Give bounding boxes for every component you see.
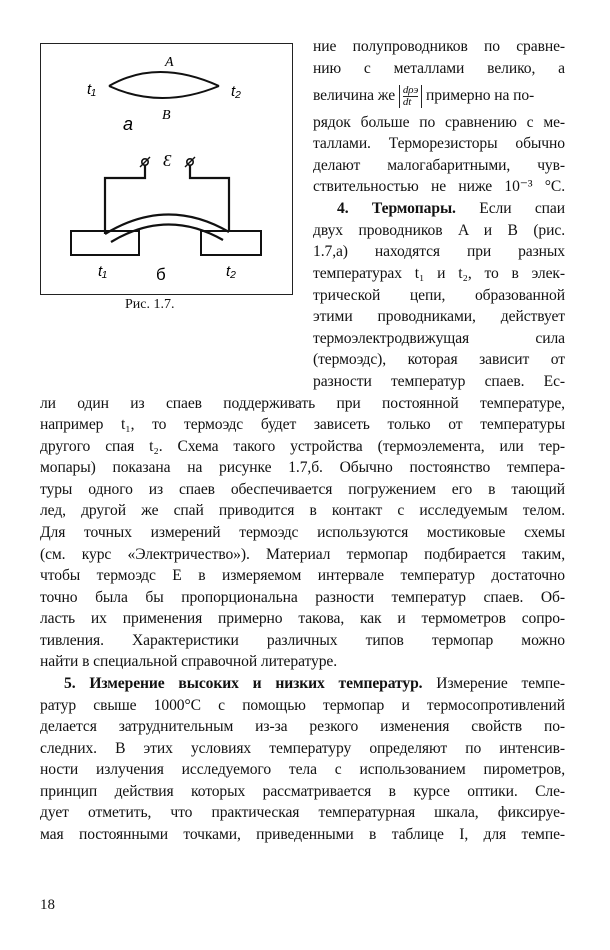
text-line: нию с металлами велико, а: [313, 60, 565, 77]
text-line: следних. В этих условиях температуру определяют по интенсив-: [40, 740, 565, 757]
label-emf: Ɛ: [163, 151, 172, 170]
section-heading-line: [40, 673, 565, 695]
text-line: ли один из спаев поддерживать при постоянной температуре,: [40, 395, 565, 412]
figure-1-7: [40, 43, 293, 295]
fraction-numerator: dρэ: [402, 83, 419, 96]
section-heading: 4. Термопары.: [337, 200, 456, 217]
text-line: (термоэдс), которая зависит от: [313, 351, 565, 368]
text-line: делают малогабаритными, чув-: [313, 157, 565, 174]
conductor-a-curve: [109, 72, 219, 86]
text-line: туры одного из спаев обеспечивается погружением его в тающий: [40, 481, 565, 498]
text-fragment: примерно на по-: [426, 87, 535, 104]
panel-label-a: а: [123, 114, 134, 134]
text-line: (см. курс «Электричество»). Материал термопар подбирается таким,: [40, 546, 565, 563]
text-fragment: Измерение темпе-: [436, 675, 565, 692]
text-line: Для точных измерений термоэдс используются мостиковые схемы: [40, 524, 565, 541]
text-line: рядок больше по сравнению с ме-: [313, 114, 565, 131]
text-fragment: величина же: [313, 87, 396, 104]
text-line: лед, другой же спай приводится в контакт с исследуемым телом.: [40, 502, 565, 519]
text-line: таллами. Терморезисторы обычно: [313, 135, 565, 152]
text-line: ствительностью не ниже 10⁻³ °C.: [313, 178, 565, 195]
label-t1-a: t₁: [87, 81, 96, 98]
text-line: трической цепи, образованной: [313, 287, 565, 304]
text-line: температурах t₁ и t₂, то в элек-: [313, 265, 565, 282]
text-fragment: Если спаи: [479, 200, 565, 217]
text-line-formula: [313, 81, 565, 111]
label-t2-a: t₂: [231, 83, 241, 100]
panel-label-b: б: [156, 265, 166, 284]
label-t2-b: t₂: [226, 263, 236, 280]
section-heading: 5. Измерение высоких и низких температур.: [64, 675, 423, 692]
text-line: ласть их применения примерно такова, как и термометров сопро-: [40, 610, 565, 627]
fraction-denominator: dt: [402, 95, 412, 108]
text-line: термоэлектродвижущая сила: [313, 330, 565, 347]
figure-caption: Рис. 1.7.: [125, 297, 175, 312]
text-line: 1.7,а) находятся при разных: [313, 243, 565, 260]
text-line: мопары) показана на рисунке 1.7,б. Обычно постоянство темпера-: [40, 459, 565, 476]
label-a: A: [165, 55, 174, 70]
text-line: точно была бы пропорциональна разности температур спаев. Об-: [40, 589, 565, 606]
text-line: например t₁, то термоэдс будет зависеть только от температуры: [40, 416, 565, 433]
text-line: принцип действия которых рассматривается в курсе оптики. Сле-: [40, 783, 565, 800]
text-line: разности температур спаев. Ес-: [313, 373, 565, 390]
derivative-fraction: [399, 85, 422, 108]
text-line: тивления. Характеристики различных типов термопар можно: [40, 632, 565, 649]
text-line: найти в специальной справочной литературе.: [40, 653, 338, 670]
text-line: чтобы термоэдс E в измеряемом интервале температур достаточно: [40, 567, 565, 584]
text-line: двух проводников A и B (рис.: [313, 222, 565, 239]
text-line: ратур свыше 1000°C с помощью термопар и термосопротивлений: [40, 697, 565, 714]
thermocouple-diagram: [41, 44, 292, 294]
text-line: другого спая t₂. Схема такого устройства (термоэлемента, или тер-: [40, 438, 565, 455]
text-line: мая постоянными точками, приведенными в таблице I, для темпе-: [40, 826, 565, 843]
text-line: ние полупроводников по сравне-: [313, 38, 565, 55]
page-number: 18: [40, 897, 55, 913]
bath-left: [71, 231, 139, 255]
text-line: делается затруднительным из-за резкого изменения свойств по-: [40, 718, 565, 735]
label-t1-b: t₁: [98, 263, 107, 280]
text-line: дует отметить, что практическая температурная шкала, фиксируе-: [40, 804, 565, 821]
conductor-arch-bottom: [111, 224, 223, 242]
section-heading-line: [313, 198, 565, 220]
text-line: ности излучения исследуемого тела с использованием пирометров,: [40, 761, 565, 778]
text-line: этими проводниками, действует: [313, 308, 565, 325]
conductor-b-curve: [109, 86, 219, 98]
label-b: B: [162, 108, 171, 123]
